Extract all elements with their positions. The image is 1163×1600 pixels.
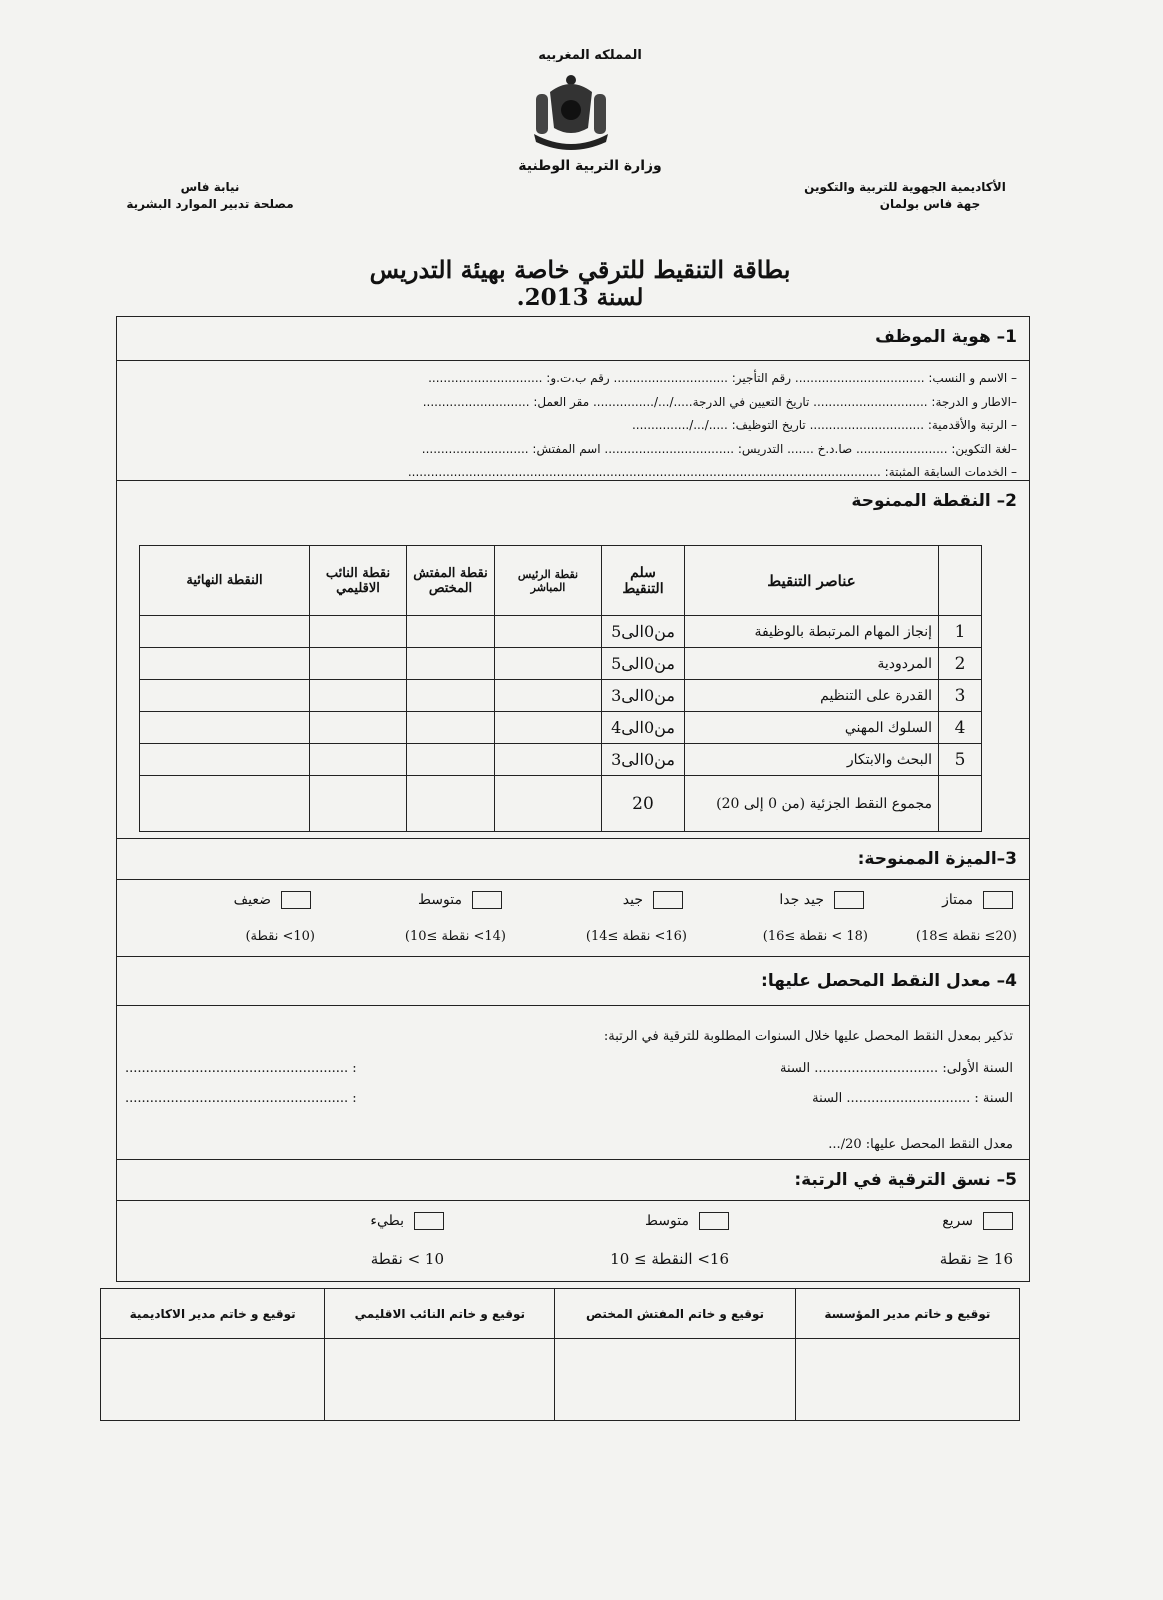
signature-label: توقيع و خاتم مدير الاكاديمية: [101, 1289, 325, 1339]
col-direct-head: نقطة الرئيس المباشر: [495, 546, 602, 616]
table-row: [140, 744, 982, 776]
rating-form: [116, 316, 1030, 1282]
section2-heading: 2– النقطة الممنوحة: [851, 491, 1017, 511]
row-scale: من0الى5: [602, 616, 685, 648]
row-scale: من0الى3: [602, 680, 685, 712]
mention-option[interactable]: ضعيف: [234, 891, 311, 909]
row-number: 5: [939, 744, 982, 776]
score-cell[interactable]: [407, 680, 495, 712]
row-element: المردودية: [685, 648, 939, 680]
score-cell[interactable]: [495, 648, 602, 680]
score-cell[interactable]: [310, 648, 407, 680]
field-services[interactable]: – الخدمات السابقة المثبتة: ............................................................................................................................: [407, 465, 1017, 479]
year1-field[interactable]: السنة الأولى: .............................. السنة: [780, 1061, 1013, 1076]
pace-range: 10 > نقطة: [370, 1250, 444, 1268]
checkbox[interactable]: [834, 891, 864, 909]
score-cell[interactable]: [140, 712, 310, 744]
row-number: 2: [939, 648, 982, 680]
checkbox[interactable]: [472, 891, 502, 909]
score-cell[interactable]: [495, 712, 602, 744]
field-rank[interactable]: – الرتبة والأقدمية: .............................. تاريخ التوظيف: ...../.../...............: [631, 418, 1017, 432]
table-row: [140, 712, 982, 744]
score-cell[interactable]: [495, 744, 602, 776]
score-cell[interactable]: [495, 616, 602, 648]
hr-service: مصلحة تدبير الموارد البشرية: [126, 197, 294, 211]
year2-field[interactable]: السنة : .............................. السنة: [812, 1091, 1013, 1106]
col-scale: سلم التنقيط: [602, 546, 685, 616]
row-number: 3: [939, 680, 982, 712]
score-cell[interactable]: [140, 680, 310, 712]
average-field[interactable]: معدل النقط المحصل عليها: 20/...: [828, 1137, 1013, 1152]
score-cell[interactable]: [407, 744, 495, 776]
score-cell[interactable]: [140, 744, 310, 776]
signature-label: توقيع و خاتم النائب الاقليمي: [325, 1289, 555, 1339]
col-elements: عناصر التنقيط: [685, 546, 939, 616]
mention-range: (10> نقطة): [245, 929, 315, 944]
row-number: 4: [939, 712, 982, 744]
score-cell[interactable]: [310, 680, 407, 712]
pace-option[interactable]: متوسط: [645, 1212, 729, 1230]
average-reminder: تذكير بمعدل النقط المحصل عليها خلال السنوات المطلوبة للترقية في الرتبة:: [603, 1029, 1013, 1044]
row-element: السلوك المهني: [685, 712, 939, 744]
ministry-label: وزارة التربية الوطنية: [518, 158, 662, 174]
total-row: [140, 776, 982, 832]
section3-heading: 3–الميزة الممنوحة:: [857, 849, 1017, 869]
rating-table: [139, 545, 982, 832]
academy-region: جهة فاس بولمان: [879, 197, 981, 211]
table-row: [140, 680, 982, 712]
score-cell[interactable]: [407, 712, 495, 744]
row-element: إنجاز المهام المرتبطة بالوظيفة: [685, 616, 939, 648]
mention-option[interactable]: ممتاز: [942, 891, 1013, 909]
signature-label: توقيع و خاتم المفتش المختص: [555, 1289, 795, 1339]
mention-option[interactable]: جيد: [623, 891, 683, 909]
mention-range: (20≥ نقطة ≥18): [915, 929, 1017, 944]
delegation-name: نيابة فاس: [180, 180, 240, 194]
document-year: لسنة 2013.: [516, 284, 644, 311]
row-scale: من0الى5: [602, 648, 685, 680]
checkbox[interactable]: [281, 891, 311, 909]
year2-value[interactable]: : ......................................................: [125, 1091, 357, 1106]
row-element: القدرة على التنظيم: [685, 680, 939, 712]
section1-heading: 1– هوية الموظف: [875, 327, 1017, 347]
table-row: [140, 648, 982, 680]
emblem-icon: [528, 72, 614, 150]
kingdom-label: المملكه المغربيه: [538, 48, 642, 63]
section5-heading: 5– نسق الترقية في الرتبة:: [794, 1170, 1017, 1190]
row-scale: من0الى3: [602, 744, 685, 776]
checkbox[interactable]: [653, 891, 683, 909]
checkbox[interactable]: [983, 1212, 1013, 1230]
pace-option[interactable]: بطيء: [370, 1212, 444, 1230]
score-cell[interactable]: [310, 616, 407, 648]
score-cell[interactable]: [140, 616, 310, 648]
identity-fields: [117, 361, 1029, 481]
mention-range: (16> نقطة ≥14): [585, 929, 687, 944]
mention-option[interactable]: متوسط: [418, 891, 502, 909]
field-grade[interactable]: –الاطار و الدرجة: .............................. تاريخ التعيين في الدرجة...../.../................ مقر العمل: ............................: [422, 394, 1017, 409]
field-name[interactable]: – الاسم و النسب: .................................. رقم التأجير: .............................. رقم ب.ت.و: ..............................: [428, 371, 1017, 385]
signature-label: توقيع و خاتم مدير المؤسسة: [795, 1289, 1019, 1339]
score-cell[interactable]: [407, 616, 495, 648]
total-scale: 20: [602, 776, 685, 832]
col-inspector: نقطة المفتش المختص: [407, 546, 495, 616]
pace-range: 16 ≤ نقطة: [939, 1250, 1013, 1268]
table-row: [140, 616, 982, 648]
checkbox[interactable]: [983, 891, 1013, 909]
mention-range: (14> نقطة ≥10): [404, 929, 506, 944]
row-element: البحث والابتكار: [685, 744, 939, 776]
col-deputy: نقطة النائب الاقليمي: [310, 546, 407, 616]
section4-heading: 4– معدل النقط المحصل عليها:: [761, 971, 1017, 991]
mention-option[interactable]: جيد جدا: [779, 891, 864, 909]
pace-option[interactable]: سريع: [942, 1212, 1013, 1230]
checkbox[interactable]: [414, 1212, 444, 1230]
year1-value[interactable]: : ......................................................: [125, 1061, 357, 1076]
signatures-table: [100, 1288, 1020, 1421]
pace-range: 16> النقطة ≥ 10: [610, 1250, 729, 1268]
score-cell[interactable]: [140, 648, 310, 680]
score-cell[interactable]: [495, 680, 602, 712]
row-scale: من0الى4: [602, 712, 685, 744]
total-label: مجموع النقط الجزئية (من 0 إلى 20): [685, 776, 939, 832]
field-language[interactable]: –لغة التكوين: ........................ صا.د.خ ....... التدريس: .................................. اسم المفتش: ............................: [421, 441, 1017, 456]
mention-range: (18 > نقطة ≥16): [762, 929, 868, 944]
score-cell[interactable]: [407, 648, 495, 680]
score-cell[interactable]: [310, 712, 407, 744]
col-final: النقطة النهائية: [140, 546, 310, 616]
score-cell[interactable]: [310, 744, 407, 776]
academy-name: الأكاديمية الجهوية للتربية والتكوين: [804, 180, 1006, 194]
checkbox[interactable]: [699, 1212, 729, 1230]
row-number: 1: [939, 616, 982, 648]
document-title: بطاقة التنقيط للترقي خاصة بهيئة التدريس: [369, 255, 791, 284]
